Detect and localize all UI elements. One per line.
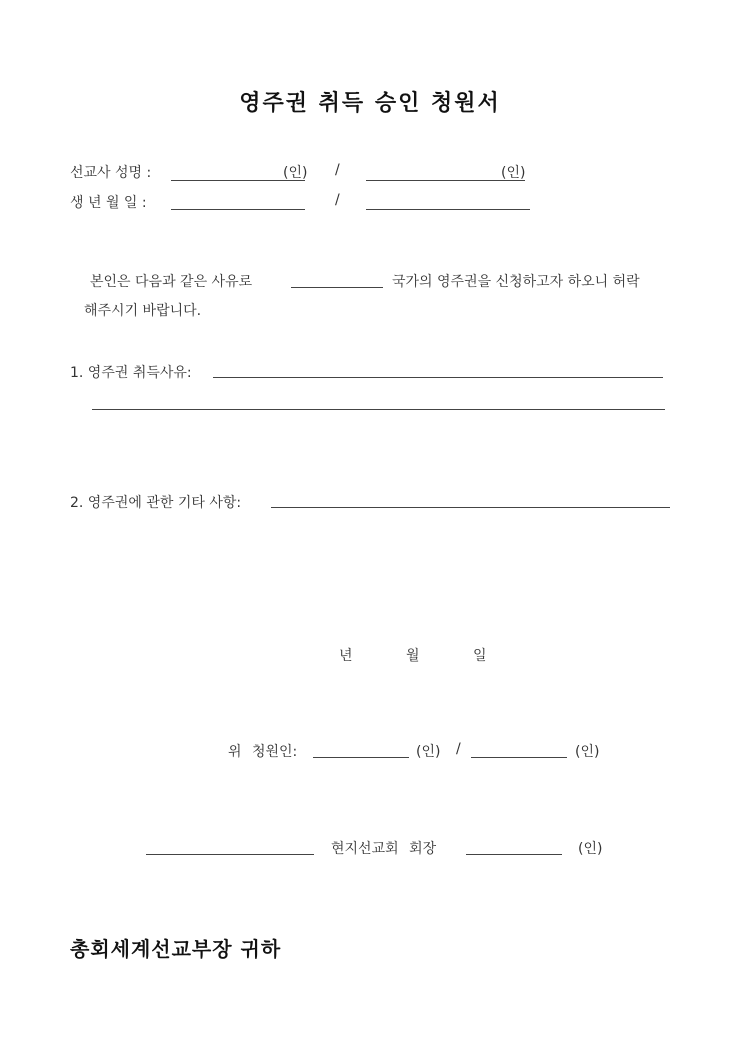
body-text-line2: 해주시기 바랍니다. xyxy=(84,303,202,319)
date-day: 일 xyxy=(473,648,487,664)
item-2-field[interactable] xyxy=(271,507,670,508)
item-1-label: 1. 영주권 취득사유: xyxy=(70,365,192,381)
separator-slash: / xyxy=(456,741,461,757)
petitioner-label: 위 청원인: xyxy=(228,744,298,760)
church-seal: (인) xyxy=(578,841,603,857)
birth-date-field-1[interactable] xyxy=(171,209,305,210)
date-month: 월 xyxy=(406,648,420,664)
petitioner-field-1[interactable] xyxy=(313,757,409,758)
seal-mark-1: (인) xyxy=(283,165,308,181)
item-2-label: 2. 영주권에 관한 기타 사항: xyxy=(70,495,242,511)
seal-mark-2: (인) xyxy=(501,165,526,181)
petitioner-field-2[interactable] xyxy=(471,757,567,758)
date-year: 년 xyxy=(339,648,353,664)
item-1-field-continued[interactable] xyxy=(92,409,665,410)
body-text-line1-end: 국가의 영주권을 신청하고자 하오니 허락 xyxy=(392,274,640,290)
birth-date-label: 생 년 월 일 : xyxy=(70,195,147,211)
birth-date-field-2[interactable] xyxy=(366,209,530,210)
petitioner-seal-1: (인) xyxy=(416,744,441,760)
body-text-line1-start: 본인은 다음과 같은 사유로 xyxy=(90,274,253,290)
petitioner-seal-2: (인) xyxy=(575,744,600,760)
church-name-field[interactable] xyxy=(146,854,314,855)
separator-slash: / xyxy=(335,192,340,208)
separator-slash: / xyxy=(335,162,340,178)
recipient-footer: 총회세계선교부장 귀하 xyxy=(70,937,282,961)
missionary-name-label: 선교사 성명 : xyxy=(70,165,152,181)
church-president-field[interactable] xyxy=(466,854,562,855)
item-1-field[interactable] xyxy=(213,377,663,378)
document-title: 영주권 취득 승인 청원서 xyxy=(239,91,501,116)
country-field[interactable] xyxy=(291,287,383,288)
church-president-label: 현지선교회 회장 xyxy=(331,841,437,857)
